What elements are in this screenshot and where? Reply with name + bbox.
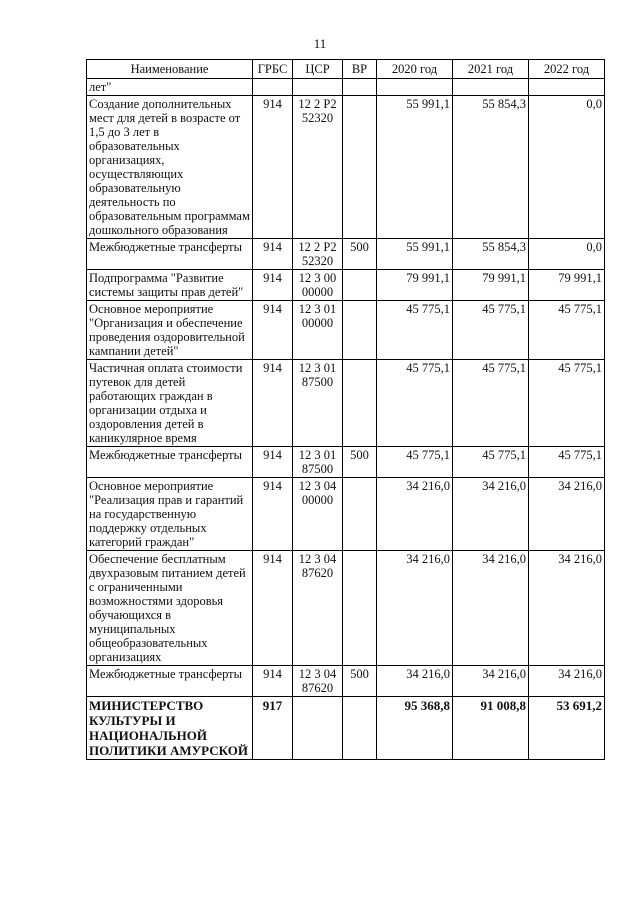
cell-csr: 12 2 P2 52320: [293, 96, 343, 239]
cell-y2020: 34 216,0: [377, 666, 453, 697]
cell-y2021: 79 991,1: [453, 270, 529, 301]
table-row: [87, 666, 605, 697]
table-row: [87, 551, 605, 666]
cell-y2020: 55 991,1: [377, 96, 453, 239]
table-row: [87, 447, 605, 478]
cell-y2020: 55 991,1: [377, 239, 453, 270]
cell-grbs: 914: [253, 239, 293, 270]
page-number: 11: [313, 36, 327, 51]
cell-csr: [293, 697, 343, 760]
cell-vr: [343, 301, 377, 360]
cell-vr: 500: [343, 447, 377, 478]
cell-y2021: 34 216,0: [453, 551, 529, 666]
cell-y2022: 0,0: [529, 96, 605, 239]
cell-csr: 12 3 00 00000: [293, 270, 343, 301]
cell-name: Основное мероприятие "Реализация прав и гарантий на государственную поддержку отдельных категорий граждан": [87, 478, 253, 551]
cell-y2022: 45 775,1: [529, 447, 605, 478]
cell-name: Межбюджетные трансферты: [87, 447, 253, 478]
cell-y2020: 79 991,1: [377, 270, 453, 301]
cell-vr: [343, 360, 377, 447]
column-header-csr: ЦСР: [293, 60, 343, 79]
cell-y2021: [453, 79, 529, 96]
cell-grbs: 914: [253, 301, 293, 360]
column-header-grbs: ГРБС: [253, 60, 293, 79]
cell-y2022: 53 691,2: [529, 697, 605, 760]
table-row: [87, 239, 605, 270]
cell-grbs: [253, 79, 293, 96]
cell-y2021: 91 008,8: [453, 697, 529, 760]
cell-y2021: 55 854,3: [453, 239, 529, 270]
cell-y2020: 95 368,8: [377, 697, 453, 760]
cell-csr: [293, 79, 343, 96]
cell-y2020: 45 775,1: [377, 301, 453, 360]
cell-csr: 12 3 04 87620: [293, 551, 343, 666]
table-row: [87, 478, 605, 551]
cell-name: Подпрограмма "Развитие системы защиты прав детей": [87, 270, 253, 301]
cell-name: Обеспечение бесплатным двухразовым питанием детей с ограниченными возможностями здоровья обучающихся в муниципальных общеобразовательных организациях: [87, 551, 253, 666]
cell-vr: 500: [343, 666, 377, 697]
cell-y2022: 0,0: [529, 239, 605, 270]
cell-csr: 12 3 01 00000: [293, 301, 343, 360]
cell-y2022: 34 216,0: [529, 551, 605, 666]
cell-y2020: 45 775,1: [377, 360, 453, 447]
cell-y2020: 34 216,0: [377, 478, 453, 551]
cell-csr: 12 3 01 87500: [293, 447, 343, 478]
column-header-2021: 2021 год: [453, 60, 529, 79]
cell-vr: [343, 478, 377, 551]
cell-y2021: 55 854,3: [453, 96, 529, 239]
cell-y2021: 34 216,0: [453, 478, 529, 551]
table-row: [87, 360, 605, 447]
cell-y2022: 45 775,1: [529, 360, 605, 447]
table-row: [87, 96, 605, 239]
cell-grbs: 914: [253, 551, 293, 666]
cell-y2020: [377, 79, 453, 96]
cell-y2022: 79 991,1: [529, 270, 605, 301]
cell-y2020: 34 216,0: [377, 551, 453, 666]
cell-vr: [343, 270, 377, 301]
column-header-2022: 2022 год: [529, 60, 605, 79]
table-row: [87, 79, 605, 96]
cell-grbs: 914: [253, 270, 293, 301]
cell-grbs: 917: [253, 697, 293, 760]
cell-y2021: 45 775,1: [453, 447, 529, 478]
cell-csr: 12 3 04 87620: [293, 666, 343, 697]
column-header-name: Наименование: [87, 60, 253, 79]
cell-csr: 12 3 01 87500: [293, 360, 343, 447]
cell-grbs: 914: [253, 447, 293, 478]
cell-y2022: 45 775,1: [529, 301, 605, 360]
budget-table: [86, 59, 605, 760]
table-row: [87, 697, 605, 760]
cell-grbs: 914: [253, 666, 293, 697]
cell-csr: 12 2 P2 52320: [293, 239, 343, 270]
cell-y2022: 34 216,0: [529, 666, 605, 697]
cell-vr: 500: [343, 239, 377, 270]
cell-vr: [343, 697, 377, 760]
cell-y2022: [529, 79, 605, 96]
column-header-vr: ВР: [343, 60, 377, 79]
cell-grbs: 914: [253, 360, 293, 447]
column-header-2020: 2020 год: [377, 60, 453, 79]
cell-name: Частичная оплата стоимости путевок для детей работающих граждан в организации отдыха и оздоровления детей в каникулярное время: [87, 360, 253, 447]
cell-vr: [343, 79, 377, 96]
cell-grbs: 914: [253, 96, 293, 239]
cell-y2021: 45 775,1: [453, 360, 529, 447]
cell-csr: 12 3 04 00000: [293, 478, 343, 551]
cell-name: лет": [87, 79, 253, 96]
cell-vr: [343, 96, 377, 239]
cell-name: Создание дополнительных мест для детей в возрасте от 1,5 до 3 лет в образовательных организациях, осуществляющих образовательную деятельность по образовательным программам дошкольного образования: [87, 96, 253, 239]
table-row: [87, 270, 605, 301]
cell-name: МИНИСТЕРСТВО КУЛЬТУРЫ И НАЦИОНАЛЬНОЙ ПОЛИТИКИ АМУРСКОЙ: [87, 697, 253, 760]
cell-grbs: 914: [253, 478, 293, 551]
table-row: [87, 301, 605, 360]
cell-name: Межбюджетные трансферты: [87, 666, 253, 697]
cell-y2021: 45 775,1: [453, 301, 529, 360]
cell-y2021: 34 216,0: [453, 666, 529, 697]
cell-y2022: 34 216,0: [529, 478, 605, 551]
cell-name: Основное мероприятие "Организация и обеспечение проведения оздоровительной кампании детей": [87, 301, 253, 360]
table-header-row: [87, 60, 605, 79]
cell-vr: [343, 551, 377, 666]
cell-name: Межбюджетные трансферты: [87, 239, 253, 270]
cell-y2020: 45 775,1: [377, 447, 453, 478]
